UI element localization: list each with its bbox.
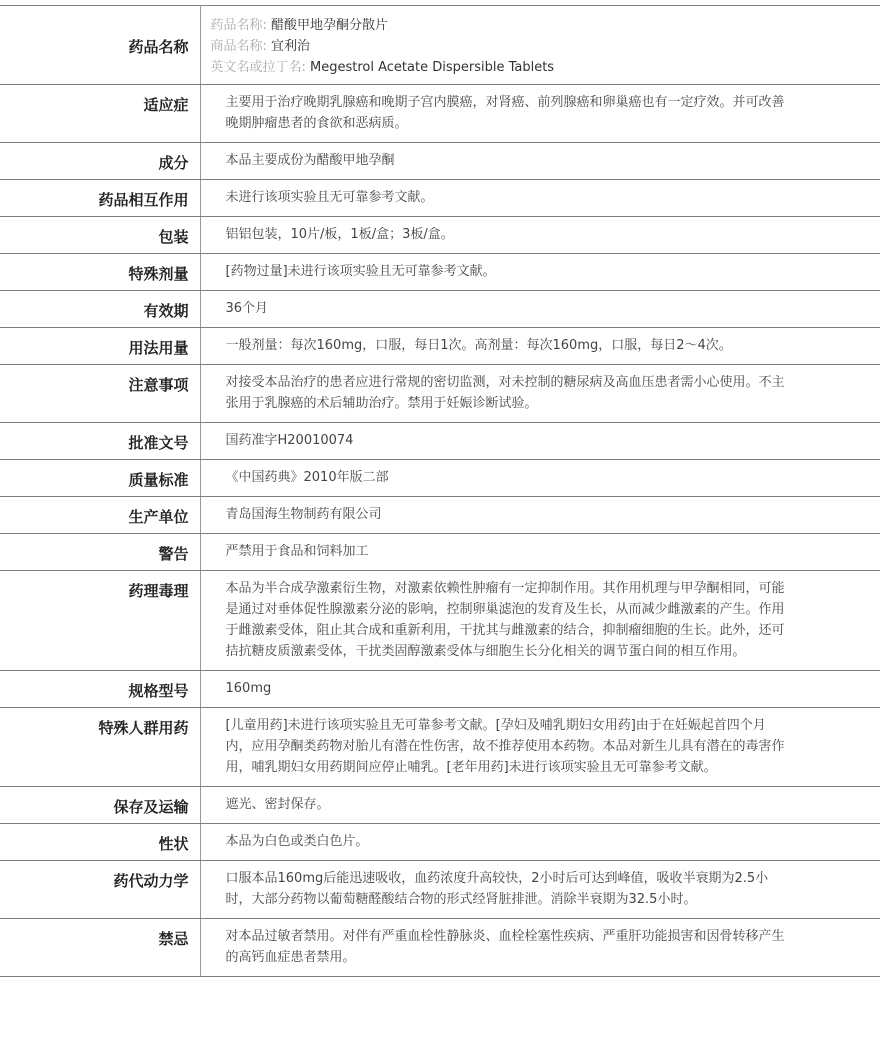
- row-value: 本品为白色或类白色片。: [200, 824, 880, 861]
- row-precautions: [0, 365, 880, 423]
- row-label: 药理毒理: [0, 571, 200, 671]
- row-value: 严禁用于食品和饲料加工: [200, 534, 880, 571]
- row-dosage: [0, 328, 880, 365]
- row-contraindications: [0, 919, 880, 977]
- row-label: 包装: [0, 217, 200, 254]
- english-name-key: 英文名或拉丁名:: [210, 60, 306, 75]
- row-label: 药品名称: [0, 6, 200, 85]
- row-pharmacology: [0, 571, 880, 671]
- row-manufacturer: [0, 497, 880, 534]
- row-value: 未进行该项实验且无可靠参考文献。: [200, 180, 880, 217]
- row-label: 注意事项: [0, 365, 200, 423]
- row-label: 药品相互作用: [0, 180, 200, 217]
- row-drug-name: [0, 6, 880, 85]
- row-appearance: [0, 824, 880, 861]
- generic-name-value: 醋酸甲地孕酮分散片: [271, 18, 389, 33]
- row-pharmacokinetics: [0, 861, 880, 919]
- generic-name-key: 药品名称:: [210, 18, 267, 33]
- trade-name-key: 商品名称:: [210, 39, 267, 54]
- row-value: 遮光、密封保存。: [200, 787, 880, 824]
- row-value: 本品为半合成孕激素衍生物，对激素依赖性肿瘤有一定抑制作用。其作用机理与甲孕酮相同，可能是通过对垂体促性腺激素分泌的影响，控制卵巢滤泡的发育及生长，从而减少雌激素的产生。作用于雌激素受体，阻止其合成和重新利用，干扰其与雌激素的结合，抑制瘤细胞的生长。此外，还可拮抗糖皮质激素受体，干扰类固醇激素受体与细胞生长分化相关的调节蛋白间的相互作用。: [200, 571, 880, 671]
- row-label: 有效期: [0, 291, 200, 328]
- row-value: 青岛国海生物制药有限公司: [200, 497, 880, 534]
- row-label: 成分: [0, 143, 200, 180]
- row-special-populations: [0, 708, 880, 787]
- row-warning: [0, 534, 880, 571]
- row-label: 用法用量: [0, 328, 200, 365]
- row-value: 本品主要成份为醋酸甲地孕酮: [200, 143, 880, 180]
- row-label: 质量标准: [0, 460, 200, 497]
- row-storage: [0, 787, 880, 824]
- row-value: [药物过量]未进行该项实验且无可靠参考文献。: [200, 254, 880, 291]
- row-interactions: [0, 180, 880, 217]
- english-name-value: Megestrol Acetate Dispersible Tablets: [310, 60, 555, 75]
- row-shelf-life: [0, 291, 880, 328]
- row-value: [儿童用药]未进行该项实验且无可靠参考文献。[孕妇及哺乳期妇女用药]由于在妊娠起首四个月内，应用孕酮类药物对胎儿有潜在性伤害，故不推荐使用本药物。本品对新生儿具有潜在的毒害作用，哺乳期妇女用药期间应停止哺乳。[老年用药]未进行该项实验且无可靠参考文献。: [200, 708, 880, 787]
- row-label: 批准文号: [0, 423, 200, 460]
- row-label: 适应症: [0, 85, 200, 143]
- row-label: 性状: [0, 824, 200, 861]
- row-value: 国药准字H20010074: [200, 423, 880, 460]
- row-value: 主要用于治疗晚期乳腺癌和晚期子宫内膜癌，对肾癌、前列腺癌和卵巢癌也有一定疗效。并可改善晚期肿瘤患者的食欲和恶病质。: [200, 85, 880, 143]
- row-value: [200, 6, 880, 85]
- row-value: 铝铝包装，10片/板，1板/盒；3板/盒。: [200, 217, 880, 254]
- trade-name-value: 宜利治: [271, 39, 311, 54]
- row-label: 生产单位: [0, 497, 200, 534]
- row-label: 规格型号: [0, 671, 200, 708]
- row-value: 《中国药典》2010年版二部: [200, 460, 880, 497]
- row-value: 一般剂量：每次160mg，口服，每日1次。高剂量：每次160mg，口服，每日2～4次。: [200, 328, 880, 365]
- row-indications: [0, 85, 880, 143]
- drug-spec-table: [0, 5, 880, 977]
- row-label: 特殊人群用药: [0, 708, 200, 787]
- row-value: 口服本品160mg后能迅速吸收，血药浓度升高较快，2小时后可达到峰值，吸收半衰期为2.5小时，大部分药物以葡萄糖醛酸结合物的形式经肾脏排泄。消除半衰期为32.5小时。: [200, 861, 880, 919]
- row-value: 对接受本品治疗的患者应进行常规的密切监测，对未控制的糖尿病及高血压患者需小心使用。不主张用于乳腺癌的术后辅助治疗。禁用于妊娠诊断试验。: [200, 365, 880, 423]
- row-ingredients: [0, 143, 880, 180]
- row-value: 对本品过敏者禁用。对伴有严重血栓性静脉炎、血栓栓塞性疾病、严重肝功能损害和因骨转移产生的高钙血症患者禁用。: [200, 919, 880, 977]
- row-approval-number: [0, 423, 880, 460]
- row-packaging: [0, 217, 880, 254]
- row-label: 药代动力学: [0, 861, 200, 919]
- row-value: 160mg: [200, 671, 880, 708]
- row-specification: [0, 671, 880, 708]
- row-value: 36个月: [200, 291, 880, 328]
- row-label: 特殊剂量: [0, 254, 200, 291]
- row-label: 警告: [0, 534, 200, 571]
- row-label: 保存及运输: [0, 787, 200, 824]
- row-label: 禁忌: [0, 919, 200, 977]
- row-quality-standard: [0, 460, 880, 497]
- row-special-dosage: [0, 254, 880, 291]
